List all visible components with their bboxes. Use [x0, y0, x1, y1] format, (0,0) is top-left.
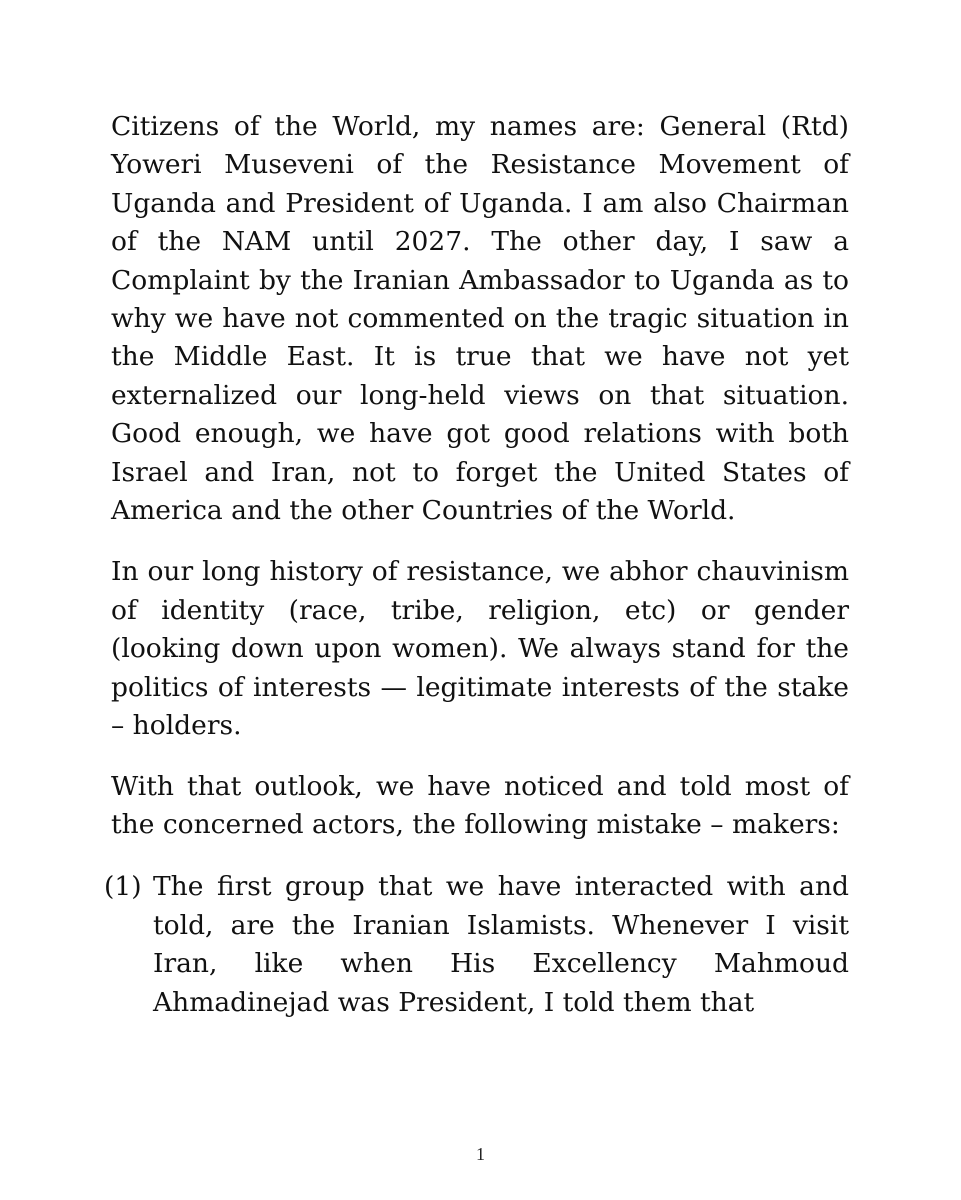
list-item-marker: (1) — [104, 871, 142, 903]
paragraph-resistance-history: In our long history of resistance, we abhor chauvinism of identity (race, tribe, religion, etc) or gender (looking down upon women). We always stand for the politics of interests — legitimate interests of the stake – holders. — [111, 556, 849, 742]
paragraph-introduction: Citizens of the World, my names are: General (Rtd) Yoweri Museveni of the Resistance Movement of Uganda and President of Uganda. I am also Chairman of the NAM until 2027. The other day, I saw a Complaint by the Iranian Ambassador to Uganda as to why we have not commented on the tragic situation in the Middle East. It is true that we have not yet externalized our long-held views on that situation. Good enough, we have got good relations with both Israel and Iran, not to forget the United States of America and the other Countries of the World. — [111, 111, 849, 527]
page-number: 1 — [476, 1144, 485, 1164]
list-item-text: The first group that we have interacted with and told, are the Iranian Islamists. Whenever I visit Iran, like when His Excellency Mahmoud Ahmadinejad was President, I told them that — [153, 871, 849, 1018]
document-body — [104, 108, 849, 1022]
paragraph-mistake-makers: With that outlook, we have noticed and told most of the concerned actors, the following mistake – makers: — [111, 770, 849, 840]
list-item — [104, 868, 849, 1022]
numbered-list — [104, 868, 849, 1022]
